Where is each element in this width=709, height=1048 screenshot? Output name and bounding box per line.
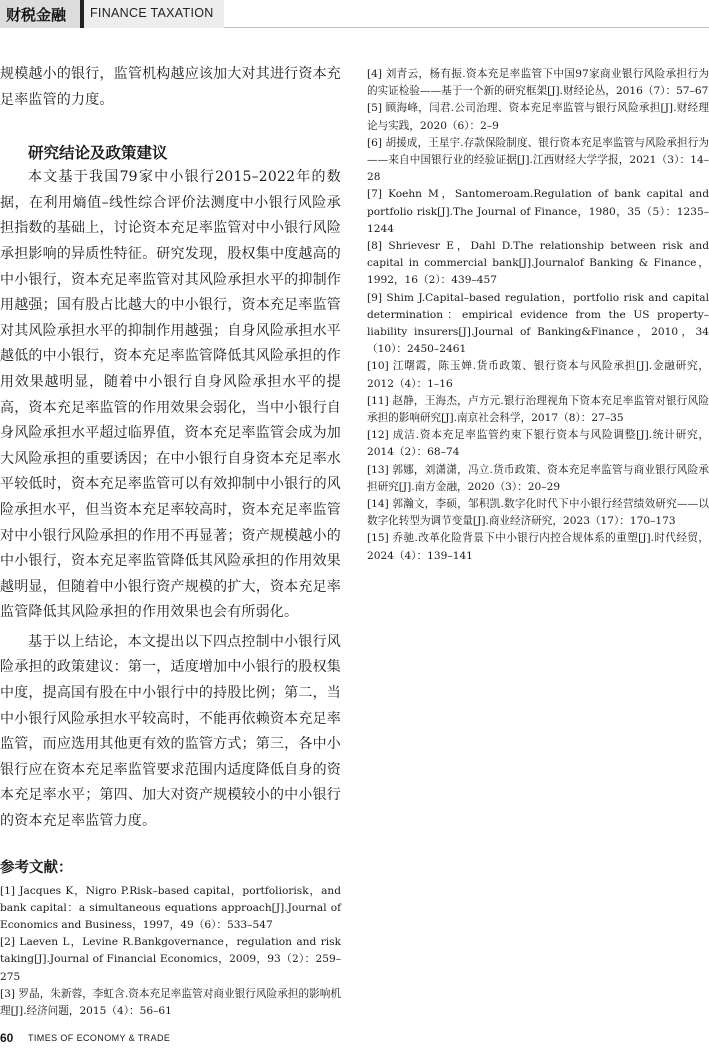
right-column (367, 66, 709, 565)
reference-item: [4] 刘青云，杨有振.资本充足率监管下中国97家商业银行风险承担行为的实证检验——基于一个新的研究框架[J].财经论丛，2016（7）：57–67 (367, 68, 709, 98)
continued-paragraph: 规模越小的银行，监管机构越应该加大对其进行资本充足率监管的力度。 (0, 66, 341, 108)
reference-item: [7] Koehn M，Santomeroam.Regulation of bank capital and portfolio risk[J].The Journal of Finance，1980，35（5）：1235–1244 (367, 188, 709, 235)
reference-item: [13] 郭娜，刘潇潇，冯立.货币政策、资本充足率监管与商业银行风险承担研究[J].南方金融，2020（3）：20–29 (367, 463, 709, 493)
reference-item: [1] Jacques K，Nigro P.Risk–based capital，portfoliorisk，and bank capital：a simultaneous equations approach[J].Journal of Economics and Business，1997，49（6）：533–547 (0, 884, 341, 932)
reference-item: [5] 顾海峰，闫君.公司治理、资本充足率监管与银行风险承担[J].财经理论与实践，2020（6）：2–9 (367, 102, 709, 132)
reference-item: [15] 乔驰.改革化险背景下中小银行内控合规体系的重塑[J].时代经贸，2024（4）：139–141 (367, 532, 709, 562)
reference-item: [11] 赵静，王海杰，卢方元.银行治理视角下资本充足率监管对银行风险承担的影响研究[J].南京社会科学，2017（8）：27–35 (367, 394, 709, 425)
reference-item: [8] Shrievesr E，Dahl D.The relationship between risk and capital in commercial bank[J].Journalof Banking & Finance，1992，16（2）：439–457 (367, 240, 709, 287)
reference-item: [3] 罗晶，朱新蓉，李虹含.资本充足率监管对商业银行风险承担的影响机理[J].经济问题，2015（4）：56–61 (0, 987, 341, 1018)
column-title-en: FINANCE TAXATION (90, 6, 214, 20)
reference-item: [2] Laeven L，Levine R.Bankgovernance，regulation and risk taking[J].Journal of Financial Economics，2009，93（2）：259–275 (0, 936, 341, 983)
reference-item: [14] 郭瀚文，李硕，邹积凯.数字化时代下中小银行经营绩效研究——以数字化转型为调节变量[J].商业经济研究，2023（17）：170–173 (367, 498, 709, 528)
references-title: 参考文献： (0, 859, 73, 876)
magazine-name: TIMES OF ECONOMY & TRADE (28, 1033, 171, 1043)
reference-item: [9] Shim J.Capital–based regulation，portfolio risk and capital determination：empirical evidence from the US property–liability insurers[J].Journal of Banking&Finance，2010，34（10）：2450–2461 (367, 291, 709, 356)
left-column (0, 62, 341, 1020)
page-number: 60 (0, 1031, 14, 1045)
section-title: 研究结论及政策建议 (28, 144, 168, 163)
column-title-cn: 财税金融 (6, 6, 67, 24)
page-footer (0, 1030, 709, 1048)
column-label-cn (0, 0, 80, 28)
running-header (0, 0, 709, 28)
reference-item: [6] 胡援成，王星宇.存款保险制度、银行资本充足率监管与风险承担行为——来自中国银行业的经验证据[J].江西财经大学学报，2021（3）：14–28 (367, 136, 709, 184)
reference-item: [12] 成洁.资本充足率监管约束下银行资本与风险调整[J].统计研究，2014（2）：68–74 (367, 429, 709, 459)
reference-item: [10] 江曙霞，陈玉婵.货币政策、银行资本与风险承担[J].金融研究，2012（4）：1–16 (367, 360, 709, 390)
header-rule (224, 27, 709, 28)
column-label-en (84, 0, 224, 28)
conclusion-paragraph: 本文基于我国79家中小银行2015–2022年的数据，在利用熵值–线性综合评价法测度中小银行风险承担指数的基础上，讨论资本充足率监管对中小银行风险承担影响的异质性特征。研究发现，股权集中度越高的中小银行，资本充足率监管对其风险承担水平的抑制作用越强；国有股占比越大的中小银行，资本充足率监管对其风险承担水平的抑制作用越强；自身风险承担水平越低的中小银行，资本充足率监管降低其风险承担的作用效果越明显，随着中小银行自身风险承担水平的提高，资本充足率监管的作用效果会弱化，当中小银行自身风险承担水平超过临界值，资本充足率监管会成为加大风险承担的重要诱因；在中小银行自身资本充足率水平较低时，资本充足率监管可以有效抑制中小银行的风险承担水平，但当资本充足率较高时，资本充足率监管对中小银行风险承担的作用不再显著；资产规模越小的中小银行，资本充足率监管降低其风险承担的作用效果越明显，但随着中小银行资产规模的扩大，资本充足率监管降低其风险承担的作用效果也会有所弱化。 (0, 169, 341, 621)
policy-paragraph: 基于以上结论，本文提出以下四点控制中小银行风险承担的政策建议：第一，适度增加中小银行的股权集中度，提高国有股在中小银行中的持股比例；第二，当中小银行风险承担水平较高时，不能再依赖资本充足率监管，而应选用其他更有效的监管方式；第三，各中小银行应在资本充足率监管要求范围内适度降低自身的资本充足率水平；第四、加大对资产规模较小的中小银行的资本充足率监管力度。 (0, 633, 341, 830)
